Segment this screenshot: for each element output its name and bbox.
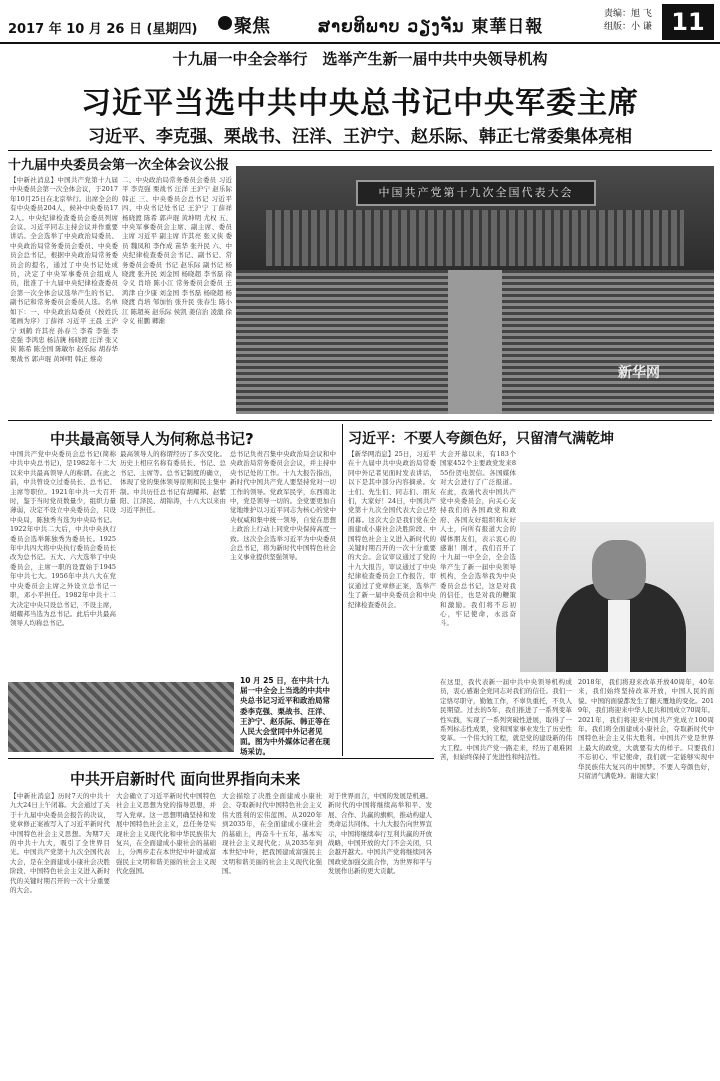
portrait-head (592, 540, 646, 600)
center-aisle (448, 270, 502, 414)
photo-caption: 10 月 25 日，在中共十九届一中全会上当选的中共中央总书记习近平和政治局常委李克强、栗战书、汪洋、王沪宁、赵乐际、韩正等在人民大会堂同中外记者见面。图为中外媒体记者在现场采访。 (240, 676, 330, 757)
column-divider (342, 424, 343, 756)
section-dot-icon (218, 16, 232, 30)
why-article-text-1: 中国共产党中央委员会总书记(简称中共中央总书记)，是1982年十二大以来中共最高领导人的称谓。在此之前，中共曾设立过委员长、总书记、主席等职位。1921年中共一大召开时，鉴于当时党员数量少，组织力量薄弱，决定不设立中央委员会，只设中央局，陈独秀当选为中央局书记。1922年中共二大后，中共中央执行委员会选举陈独秀为委员长。1925年中共四大将中央执行委员会委员长改为总书记。五大、六大选举了中央委员会，主席一职的设置始于1945年中共七大。1956年中共八大在党中央委员会主席之外设立总书记一职，邓小平担任。1982年中共十二大决定中央只设总书记，不设主席，胡耀邦当选为总书记。此后中共最高领导人均称总书记。 (10, 450, 116, 628)
xi-article-text-1: 【新华网消息】25日，习近平在十九届中共中央政治局常委同中外记者见面时发表讲话，以下是其中部分内容摘录。女士们、先生们、同志们、朋友们，大家好！24日，中国共产党第十九次全国代表大会已经闭幕。这次大会是我们党在全面建成小康社会决胜阶段、中国特色社会主义进入新时代的关键时期召开的一次十分重要的大会。会议审议通过了党的十九大报告，审议通过了中央纪律检查委员会工作报告，审议通过了党章修正案，选举产生了新一届中央委员会和中央纪律检查委员会。 (348, 450, 436, 609)
why-article-text-2: 最高领导人的称谓经历了多次变化。历史上相应名称有委员长、书记、总书记、主席等。总书记制度的确立，体现了党的集体领导原则和民主集中制。中共历任总书记有胡耀邦、赵紫阳、江泽民、胡锦涛，十八大以来由习近平担任。 (120, 450, 226, 515)
xi-article-text-3: 在这里，我代表新一届中共中央领导机构成员，衷心感谢全党同志对我们的信任。我们一定恪尽职守，勤勉工作，不辜负重托，不负人民期望。过去的5年，我们推进了一系列变革性实践，实现了一系列突破性进展，取得了一系列标志性成果，党和国家事业发生了历史性变革。一个伟大的工程，就是党的建设新的伟大工程。中国共产党一路走来，经历了艰难困苦，但始终保持了先进性和纯洁性。 (440, 678, 572, 762)
issue-date: 2017 年 10 月 26 日 (星期四) (8, 22, 198, 37)
xi-article-text-4: 2018年，我们将迎来改革开放40周年，40年来，我们始终坚持改革开放，中国人民的面貌、中国的面貌都发生了翻天覆地的变化。2019年，我们将迎来中华人民共和国成立70周年。2021年，我们将迎来中国共产党成立100周年。我们将全面建成小康社会，夺取新时代中国特色社会主义伟大胜利。中国共产党是世界上最大的政党，大就要有大的样子。只要我们不忘初心、牢记使命，我们就一定能够实现中华民族伟大复兴的中国梦。不要人夸颜色好，只留清气满乾坤。谢谢大家！ (578, 678, 714, 781)
press-crowd-photo (8, 682, 234, 752)
why-article-title: 中共最高领导人为何称总书记? (50, 430, 254, 448)
era-article-text-3: 大会描绘了决胜全面建成小康社会、夺取新时代中国特色社会主义伟大胜利的宏伟蓝图。从2020年到2035年，在全面建成小康社会的基础上，再奋斗十五年，基本实现社会主义现代化；从2035年到本世纪中叶，把我国建成富强民主文明和谐美丽的社会主义现代化强国。 (222, 792, 322, 876)
why-article-text-3: 总书记负责召集中央政治局会议和中央政治局常务委员会会议，并主持中央书记处的工作。十九大报告指出，新时代中国共产党人要坚持党对一切工作的领导。党政军民学，东西南北中，党是领导一切的。全党要更加自觉地维护以习近平同志为核心的党中央权威和集中统一领导，自觉在思想上政治上行动上同党中央保持高度一致。这次全会选举习近平为中央委员会总书记，将为新时代中国特色社会主义事业提供坚强领导。 (230, 450, 336, 562)
xi-article-title: 习近平：不要人夸颜色好，只留清气满乾坤 (348, 431, 614, 447)
portrait-shirt (608, 600, 630, 672)
lead-kicker: 十九届一中全会举行 选举产生新一届中共中央领导机构 (172, 50, 548, 68)
editor-credits (604, 8, 652, 34)
xi-article-text-2: 大会开幕以来，有183个国家452个主要政党发来855份贺电贺信。各国媒体对大会进行了广泛报道。在此，我谨代表中国共产党中央委员会，向关心支持我们的各国政党和政府、各国友好组织和友好人士，向所有报道大会的媒体朋友们，表示衷心的感谢！刚才，我们召开了十九届一中全会，全会选举产生了新一届中央领导机构，全会选举我为中央委员会总书记，这是对我的信任，也是对我的鞭策和激励。我们将不忘初心，牢记使命，永远奋斗。 (440, 450, 516, 628)
communique-text-right: 二、中央政治局常务委员会委员 习近平 李克强 栗战书 汪洋 王沪宁 赵乐际 韩正 三、中央委员会总书记 习近平 四、中央书记处书记 王沪宁 丁薛祥 杨晓渡 陈希 郭声琨 黄坤明 尤权 五、中央军事委员会主席、副主席、委员 主席 习近平 副主席 许其亮 张又侠 委员 魏凤和 李作成 苗华 张升民 六、中央纪律检查委员会书记、副书记、常务委员会委员 书记 赵乐际 副书记 杨晓渡 张升民 刘金国 杨晓超 李书磊 徐令义 肖培 陈小江 常务委员会委员 王鸿津 白少康 刘金国 李书磊 杨晓超 杨晓渡 肖培 邹加怡 张升民 张春生 陈小江 陈超英 赵乐际 侯凯 姜信治 凌激 徐令义 崔鹏 卿渐 (122, 176, 232, 326)
page-number: 11 (662, 4, 714, 40)
stage-area (266, 210, 684, 266)
communique-title: 十九届中央委员会第一次全体会议公报 (8, 158, 230, 173)
era-article-text-2: 大会确立了习近平新时代中国特色社会主义思想为党的指导思想，并写入党章。这一思想明确坚持和发展中国特色社会主义，总任务是实现社会主义现代化和中华民族伟大复兴，在全面建成小康社会的基础上，分两步走在本世纪中叶建成富强民主文明和谐美丽的社会主义现代化强国。 (116, 792, 216, 876)
divider (8, 758, 434, 759)
section-name: 聚焦 (234, 16, 270, 37)
newspaper-masthead: ສາຍທິພາບ ວຽງຈັນ 東華日報 (318, 17, 544, 37)
layout-line: 组版：小 谦 (604, 22, 652, 32)
communique-text-left: 【中新社消息】中国共产党第十九届中央委员会第一次全体会议，于2017年10月25日在北京举行。出席全会的有中央委员204人，候补中央委员172人。中央纪律检查委员会委员列席会议。习近平同志主持会议并作重要讲话。全会选举了中央政治局委员、中央政治局常务委员会委员、中央委员会总书记，根据中央政治局常务委员会的提名，通过了中央书记处成员，决定了中央军事委员会组成人员，批准了十九届中央纪律检查委员会第一次全体会议选举产生的书记、副书记和常务委员会委员人选。名单如下：一、中央政治局委员（按姓氏笔画为序）丁薛祥 习近平 王晨 王沪宁 刘鹤 许其亮 孙春兰 李希 李强 李克强 李鸿忠 杨洁篪 杨晓渡 汪洋 张又侠 陈希 陈全国 陈敏尔 赵乐际 胡春华 栗战书 郭声琨 黄坤明 韩正 蔡奇 (10, 176, 118, 363)
lead-headline: 习近平当选中共中央总书记中央军委主席 (81, 86, 639, 121)
divider (8, 420, 712, 421)
photo-watermark: 新华网 (618, 365, 660, 381)
divider (8, 150, 712, 151)
xi-portrait-photo (520, 522, 714, 672)
hall-banner: 中国共产党第十九次全国代表大会 (356, 180, 596, 206)
era-article-text-1: 【中新社消息】历时7天的中共十九大24日上午闭幕。大会通过了关于十九届中央委员会报告的决议，党章修正案被写入了习近平新时代中国特色社会主义思想。为期7天的中共十九大，吸引了全世界目光。中国共产党第十九次全国代表大会，是在全面建成小康社会决胜阶段、中国特色社会主义进入新时代的关键时期召开的一次十分重要的大会。 (10, 792, 110, 895)
editor-line: 责编：旭 飞 (604, 9, 652, 19)
lead-subhead: 习近平、李克强、栗战书、汪洋、王沪宁、赵乐际、韩正七常委集体亮相 (88, 127, 632, 147)
era-article-title: 中共开启新时代 面向世界指向未来 (70, 770, 301, 788)
era-article-text-4: 对于世界而言，中国的发展是机遇。新时代的中国将继续高举和平、发展、合作、共赢的旗帜，推动构建人类命运共同体。十九大报告向世界宣示，中国将继续奉行互利共赢的开放战略，中国开放的大门不会关闭，只会越开越大。中国共产党将继续同各国政党加强交流合作，为世界和平与发展作出新的更大贡献。 (328, 792, 432, 876)
